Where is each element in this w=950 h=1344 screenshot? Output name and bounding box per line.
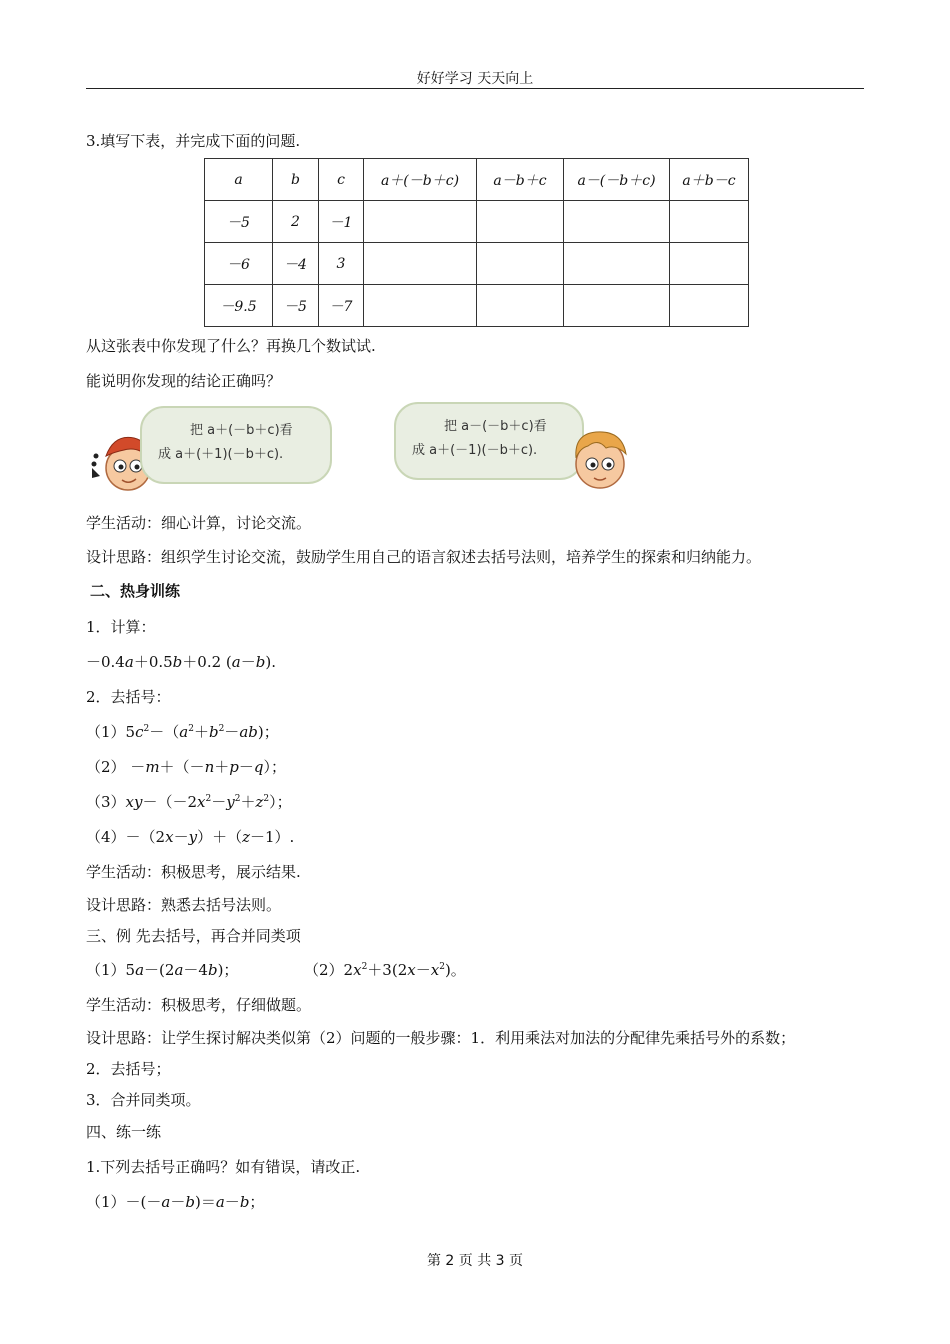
table-cell: －6 <box>205 243 273 285</box>
warmup-item-3: $(3)xy-(-2x^2-y^2+z^2)$； <box>86 793 292 811</box>
table-cell: 2 <box>273 201 319 243</box>
table-cell: －9.5 <box>205 285 273 327</box>
table-cell: －1 <box>319 201 364 243</box>
section-warmup-title: 二、热身训练 <box>90 582 181 600</box>
student-activity-3: 学生活动：积极思考，仔细做题。 <box>86 996 312 1014</box>
warmup-calc-label: 1．计算： <box>86 618 156 636</box>
table-header-cell: a＋(－b＋c) <box>364 159 477 201</box>
practice-question-1: 1.下列去括号正确吗？如有错误，请改正. <box>86 1158 361 1176</box>
table-cell <box>364 243 477 285</box>
design-idea-1: 设计思路：组织学生讨论交流，鼓励学生用自己的语言叙述去括号法则，培养学生的探索和归纳能力。 <box>86 548 762 566</box>
hint-bubble-left-line1: 把 a＋(－b＋c)看 <box>190 423 293 438</box>
design-step-3: 3．合并同类项。 <box>86 1091 201 1109</box>
section-example-title: 三、例 先去括号，再合并同类项 <box>86 927 301 945</box>
header-rule <box>86 88 864 89</box>
table-cell: －7 <box>319 285 364 327</box>
fill-in-table <box>204 158 749 327</box>
table-header-cell: a <box>205 159 273 201</box>
table-cell <box>670 201 749 243</box>
table-row <box>205 201 749 243</box>
warmup-calc-expr: －0.4a＋0.5b＋0.2 (a－b). <box>86 653 276 671</box>
question-discover: 从这张表中你发现了什么？再换几个数试试. <box>86 337 376 355</box>
question-prove: 能说明你发现的结论正确吗？ <box>86 372 282 390</box>
table-cell: －5 <box>273 285 319 327</box>
table-row <box>205 243 749 285</box>
table-cell: －5 <box>205 201 273 243</box>
section-practice-title: 四、练一练 <box>86 1123 162 1141</box>
example-item-1: （1）5a－(2a－4b)； <box>86 961 239 979</box>
warmup-item-4: （4）－（2x－y）＋（z－1）. <box>86 828 295 846</box>
table-row <box>205 285 749 327</box>
hint-bubble-right-line1: 把 a－(－b＋c)看 <box>444 419 547 434</box>
table-header-cell: c <box>319 159 364 201</box>
design-step-2: 2．去括号； <box>86 1060 171 1078</box>
page-header: 好好学习 天天向上 <box>416 71 534 87</box>
hint-bubble-right <box>394 402 584 480</box>
table-cell <box>564 201 670 243</box>
table-header-row <box>205 159 749 201</box>
table-header-cell: a＋b－c <box>670 159 749 201</box>
table-cell <box>670 243 749 285</box>
cartoon-boy-right-illustration <box>566 424 636 494</box>
table-cell <box>477 243 564 285</box>
student-activity-2: 学生活动：积极思考，展示结果. <box>86 863 301 881</box>
table-cell: 3 <box>319 243 364 285</box>
example-item-2: $(2)2x^2+3(2x-x^2)$。 <box>304 961 466 979</box>
section3-intro: 3.填写下表，并完成下面的问题. <box>86 132 301 150</box>
practice-item-1: （1）－(－a－b)＝a－b； <box>86 1193 265 1211</box>
table-header-cell: b <box>273 159 319 201</box>
hint-bubble-left <box>140 406 332 484</box>
table-cell <box>564 285 670 327</box>
table-cell <box>477 201 564 243</box>
table-cell <box>364 285 477 327</box>
table-cell <box>477 285 564 327</box>
hint-bubble-left-line2: 成 a＋(＋1)(－b＋c). <box>158 447 284 462</box>
warmup-item-2: （2） －m＋（－n＋p－q）； <box>86 758 286 776</box>
page-footer: 第 2 页 共 3 页 <box>426 1253 524 1269</box>
warmup-remove-label: 2．去括号： <box>86 688 171 706</box>
table-header-cell: a－b＋c <box>477 159 564 201</box>
table-cell <box>564 243 670 285</box>
warmup-item-1: $(1)5c^2-(a^2+b^2-ab)$； <box>86 723 279 741</box>
table-cell <box>670 285 749 327</box>
table-header-cell: a－(－b＋c) <box>564 159 670 201</box>
student-activity-1: 学生活动：细心计算，讨论交流。 <box>86 514 312 532</box>
table-cell <box>364 201 477 243</box>
design-idea-2: 设计思路：熟悉去括号法则。 <box>86 896 282 914</box>
table-cell: －4 <box>273 243 319 285</box>
design-idea-3: 设计思路：让学生探讨解决类似第（2）问题的一般步骤：1．利用乘法对加法的分配律先乘括号外的系数； <box>86 1029 796 1047</box>
hint-bubble-right-line2: 成 a＋(－1)(－b＋c). <box>412 443 538 458</box>
